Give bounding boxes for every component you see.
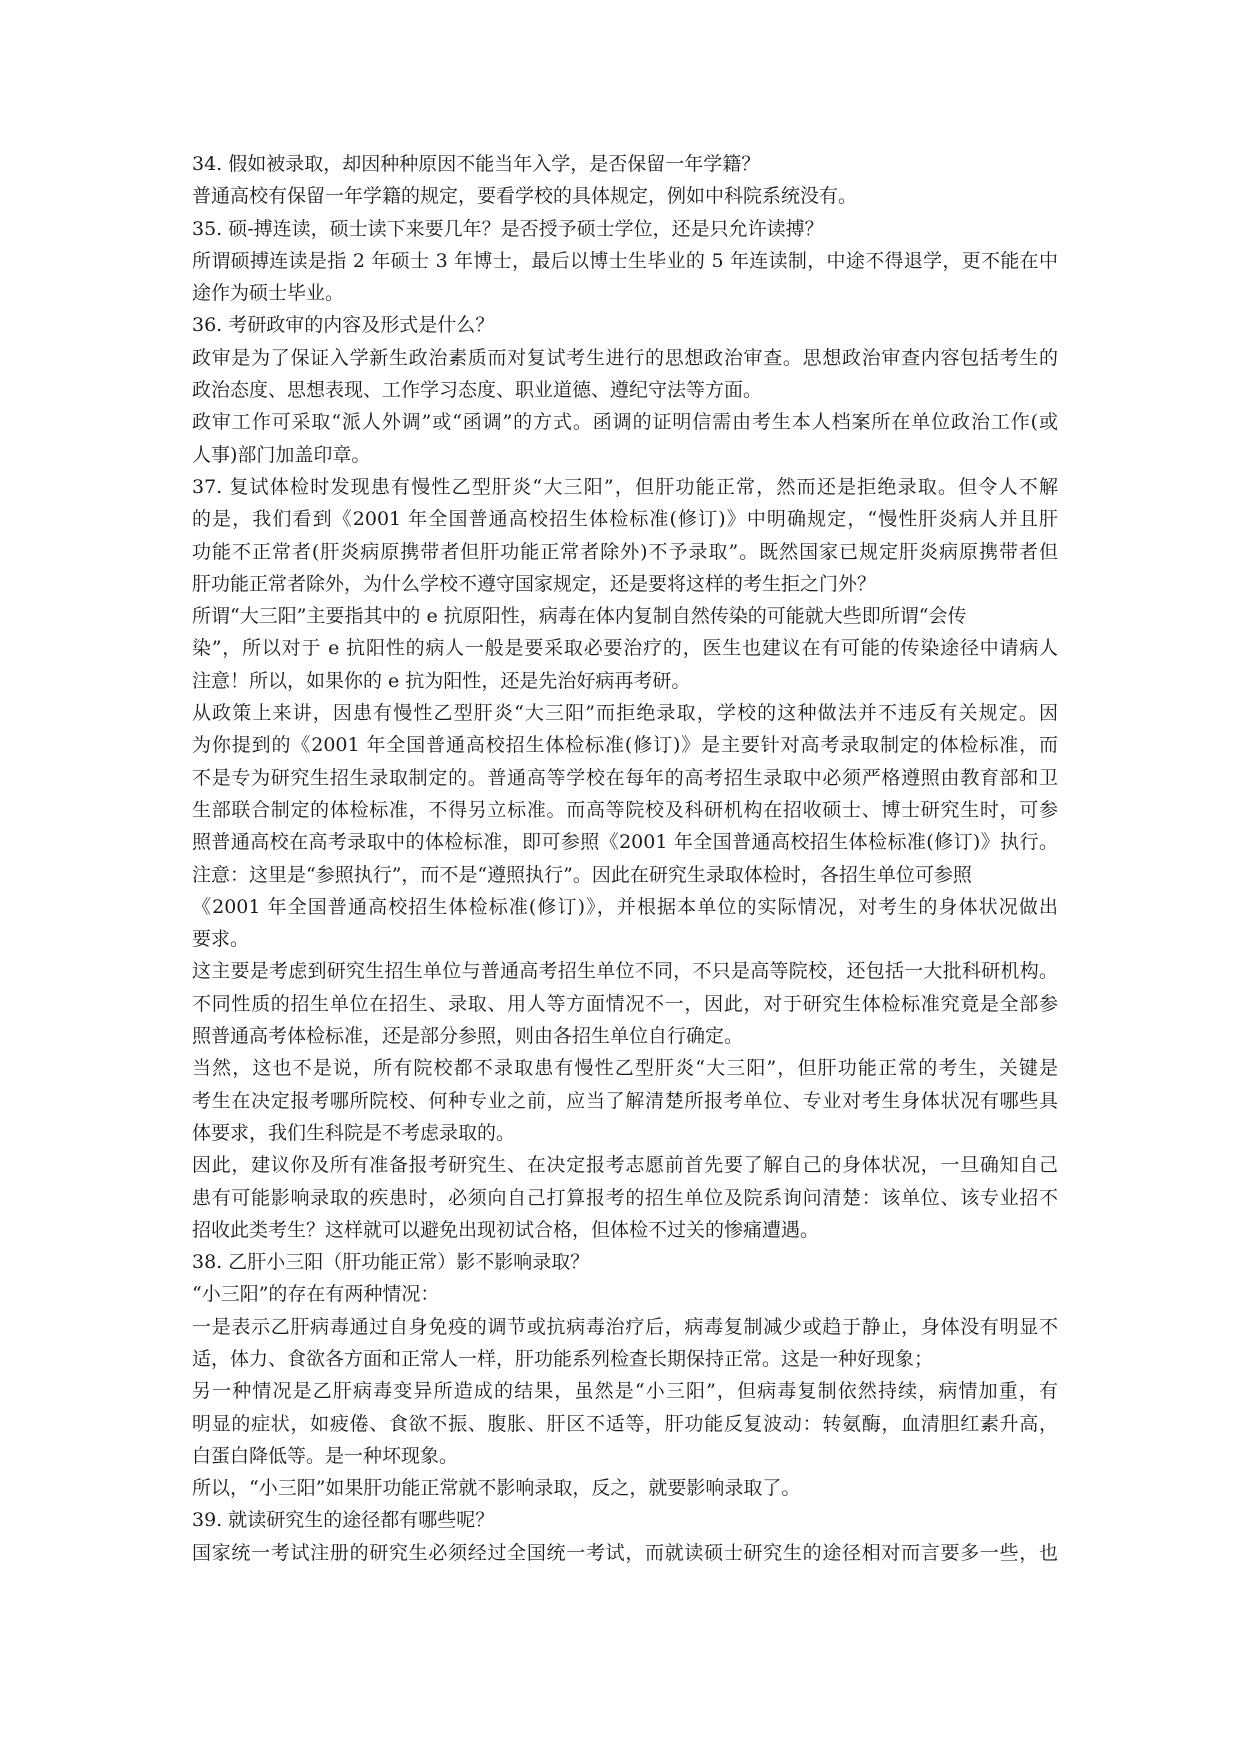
text-line: 35. 硕-搏连读，硕士读下来要几年？是否授予硕士学位，还是只允许读搏？	[192, 217, 824, 240]
text-line: 政治态度、思想表现、工作学习态度、职业道德、遵纪守法等方面。	[192, 379, 763, 402]
text-line: 人事)部门加盖印章。	[192, 443, 371, 466]
text-line: 37. 复试体检时发现患有慢性乙型肝炎“大三阳”，但肝功能正常，然而还是拒绝录取。但令人不解	[192, 475, 1058, 498]
text-line: 39. 就读研究生的途径都有哪些呢？	[192, 1509, 495, 1532]
text-line: 政审是为了保证入学新生政治素质而对复试考生进行的思想政治审查。思想政治审查内容包括考生的	[192, 346, 1058, 369]
text-line: 考生在决定报考哪所院校、何种专业之前，应当了解清楚所报考单位、专业对考生身体状况有哪些具	[192, 1089, 1058, 1112]
text-line: 的是，我们看到《2001 年全国普通高校招生体检标准(修订)》中明确规定，“慢性肝炎病人并且肝	[192, 508, 1058, 531]
text-line: 所以，“小三阳”如果肝功能正常就不影响录取，反之，就要影响录取了。	[192, 1477, 801, 1500]
text-line: 途作为硕士毕业。	[192, 282, 345, 305]
text-line: 《2001 年全国普通高校招生体检标准(修订)》，并根据本单位的实际情况，对考生的身体状况做出	[192, 895, 1058, 918]
text-line: 一是表示乙肝病毒通过自身免疫的调节或抗病毒治疗后，病毒复制减少或趋于静止，身体没有明显不	[192, 1315, 1058, 1338]
text-line: 患有可能影响录取的疾患时，必须向自己打算报考的招生单位及院系询问清楚：该单位、该专业招不	[192, 1186, 1058, 1209]
text-line: 为你提到的《2001 年全国普通高校招生体检标准(修订)》是主要针对高考录取制定的体检标准，而	[192, 734, 1058, 757]
text-line: 36. 考研政审的内容及形式是什么？	[192, 314, 495, 337]
text-line: 另一种情况是乙肝病毒变异所造成的结果，虽然是“小三阳”，但病毒复制依然持续，病情加重，有	[192, 1380, 1058, 1403]
text-line: 注意！所以，如果你的 e 抗为阳性，还是先治好病再考研。	[192, 669, 691, 692]
text-line: 因此，建议你及所有准备报考研究生、在决定报考志愿前首先要了解自己的身体状况，一旦确知自己	[192, 1154, 1058, 1177]
text-line: 普通高校有保留一年学籍的规定，要看学校的具体规定，例如中科院系统没有。	[192, 185, 858, 208]
text-line: 当然，这也不是说，所有院校都不录取患有慢性乙型肝炎“大三阳”，但肝功能正常的考生，关键是	[192, 1057, 1058, 1080]
text-line: 所谓硕搏连读是指 2 年硕士 3 年博士，最后以博士生毕业的 5 年连读制，中途不得退学，更不能在中	[192, 249, 1058, 272]
text-line: “小三阳”的存在有两种情况：	[192, 1283, 440, 1306]
text-line: 38. 乙肝小三阳（肝功能正常）影不影响录取？	[192, 1251, 590, 1274]
text-line: 照普通高考体检标准，还是部分参照，则由各招生单位自行确定。	[192, 1025, 744, 1048]
text-line: 注意：这里是“参照执行”，而不是“遵照执行”。因此在研究生录取体检时，各招生单位可参照	[192, 863, 972, 886]
text-line: 染”，所以对于 e 抗阳性的病人一般是要采取必要治疗的，医生也建议在有可能的传染途径中请病人	[192, 637, 1058, 660]
text-line: 政审工作可采取“派人外调”或“函调”的方式。函调的证明信需由考生本人档案所在单位政治工作(或	[192, 411, 1058, 434]
text-line: 适，体力、食欲各方面和正常人一样，肝功能系列检查长期保持正常。这是一种好现象；	[192, 1347, 934, 1370]
text-line: 照普通高校在高考录取中的体检标准，即可参照《2001 年全国普通高校招生体检标准(修订)》执行。	[192, 831, 1058, 854]
text-line: 肝功能正常者除外，为什么学校不遵守国家规定，还是要将这样的考生拒之门外？	[192, 572, 877, 595]
text-line: 要求。	[192, 928, 250, 951]
text-line: 生部联合制定的体检标准，不得另立标准。而高等院校及科研机构在招收硕士、博士研究生时，可参	[192, 798, 1058, 821]
text-line: 不是专为研究生招生录取制定的。普通高等学校在每年的高考招生录取中必须严格遵照由教育部和卫	[192, 766, 1058, 789]
text-line: 体要求，我们生科院是不考虑录取的。	[192, 1121, 516, 1144]
text-line: 国家统一考试注册的研究生必须经过全国统一考试，而就读硕士研究生的途径相对而言要多一些，也	[192, 1541, 1058, 1564]
text-line: 白蛋白降低等。是一种坏现象。	[192, 1444, 459, 1467]
text-line: 功能不正常者(肝炎病原携带者但肝功能正常者除外)不予录取”。既然国家已规定肝炎病原携带者但	[192, 540, 1058, 563]
text-line: 从政策上来讲，因患有慢性乙型肝炎“大三阳”而拒绝录取，学校的这种做法并不违反有关规定。因	[192, 702, 1058, 725]
document-body	[192, 148, 1058, 1569]
text-line: 招收此类考生？这样就可以避免出现初试合格，但体检不过关的惨痛遭遇。	[192, 1218, 820, 1241]
text-line: 不同性质的招生单位在招生、录取、用人等方面情况不一，因此，对于研究生体检标准究竟是全部参	[192, 992, 1058, 1015]
text-line: 明显的症状，如疲倦、食欲不振、腹胀、肝区不适等，肝功能反复波动：转氨酶，血清胆红素升高，	[192, 1412, 1058, 1435]
text-line: 34. 假如被录取，却因种种原因不能当年入学，是否保留一年学籍？	[192, 153, 761, 175]
text-line: 所谓“大三阳”主要指其中的 e 抗原阳性，病毒在体内复制自然传染的可能就大些即所谓“会传	[192, 605, 967, 628]
text-line: 这主要是考虑到研究生招生单位与普通高考招生单位不同，不只是高等院校，还包括一大批科研机构。	[192, 960, 1058, 983]
